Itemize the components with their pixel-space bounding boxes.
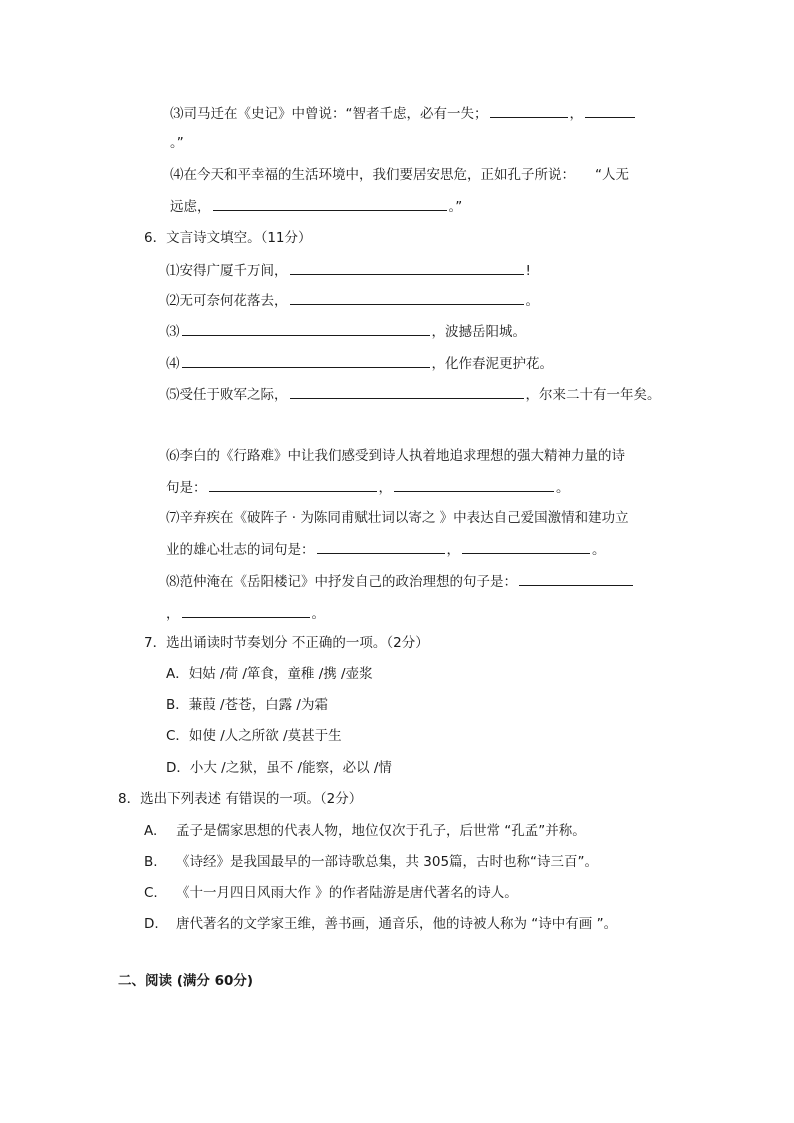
q6-item7-blank1[interactable]	[317, 539, 445, 554]
q6-item7-text: 业的雄心壮志的词句是：	[166, 542, 315, 558]
q6-item1-end: !	[525, 263, 531, 279]
q6-item5-end: ，尔来二十有一年矣。	[525, 387, 661, 403]
q6-item7-end: 。	[592, 542, 606, 558]
q6-item8-blank1[interactable]	[519, 571, 633, 586]
q6-item6-end: 。	[556, 480, 570, 496]
q6-item4-num: ⑷	[166, 356, 180, 372]
q8-option-d[interactable]	[144, 914, 617, 934]
q8-option-b[interactable]	[144, 852, 598, 872]
q5-item4-blank[interactable]	[213, 196, 447, 211]
q6-item6-line1: ⑹李白的《行路难》中让我们感受到诗人执着地追求理想的强大精神力量的诗	[166, 448, 625, 464]
q6-item3	[166, 321, 526, 342]
q5-item3-line1	[170, 103, 637, 124]
q5-item4-line2	[170, 196, 462, 217]
q6-item5-text: ⑸受任于败军之际，	[166, 387, 288, 403]
q6-item8-end: 。	[311, 606, 325, 622]
q5-item4-quote: “人无	[595, 167, 629, 183]
q5-item4-end: 。”	[448, 199, 463, 215]
q8-option-d-text: 唐代著名的文学家王维，善书画，通音乐，他的诗被人称为 “诗中有画 ”。	[176, 916, 618, 932]
q6-item1-text: ⑴安得广厦千万间，	[166, 263, 288, 279]
q6-item4-text: ，化作春泥更护花。	[431, 356, 553, 372]
q6-item8-sep: ，	[166, 606, 180, 622]
q8-option-a-letter: A.	[144, 823, 158, 839]
q6-item8-line2	[166, 603, 325, 624]
q6-item2-text: ⑵无可奈何花落去，	[166, 293, 288, 309]
q8-option-d-letter: D.	[144, 916, 159, 932]
q6-item7-sep: ，	[446, 542, 460, 558]
q8-option-c-text: 《十一月四日风雨大作 》的作者陆游是唐代著名的诗人。	[176, 885, 518, 901]
q8-option-b-letter: B.	[144, 854, 158, 870]
q8-option-c[interactable]	[144, 883, 518, 903]
q6-item3-text: ，波撼岳阳城。	[431, 324, 526, 340]
q6-item4-blank[interactable]	[182, 353, 430, 368]
q5-item3-blank2[interactable]	[585, 103, 635, 118]
q6-item7-blank2[interactable]	[462, 539, 590, 554]
q7-title: 7．选出诵读时节奏划分 不正确的一项。（2分）	[144, 635, 429, 651]
q6-item1	[166, 260, 531, 281]
q6-item8-blank2[interactable]	[182, 603, 310, 618]
q8-option-a-text: 孟子是儒家思想的代表人物，地位仅次于孔子，后世常 “孔孟”并称。	[176, 823, 586, 839]
q5-item4-text: ⑷在今天和平幸福的生活环境中，我们要居安思危，正如孔子所说：	[170, 167, 575, 183]
q6-item2-blank[interactable]	[290, 290, 524, 305]
q8-option-c-letter: C.	[144, 885, 158, 901]
q5-item4-text2: 远虑，	[170, 199, 211, 215]
q5-item3-text: ⑶司马迁在《史记》中曾说：“智者千虑，必有一失；	[170, 106, 488, 122]
q6-item6-blank1[interactable]	[209, 477, 377, 492]
q5-item4-line1	[170, 165, 629, 185]
q6-item6-sep: ，	[378, 480, 392, 496]
q7-option-d[interactable]: D．小大 /之狱，虽不 /能察，必以 /情	[166, 760, 392, 776]
q6-item5	[166, 384, 661, 405]
q8-option-b-text: 《诗经》是我国最早的一部诗歌总集，共 305篇，古时也称“诗三百”。	[176, 854, 599, 870]
q5-item3-line2	[170, 133, 184, 153]
q7-option-b[interactable]: B．蒹葭 /苍苍，白露 /为霜	[166, 697, 328, 713]
q7-option-c[interactable]: C．如使 /人之所欲 /莫甚于生	[166, 728, 342, 744]
q6-item7-line1: ⑺辛弃疾在《破阵子 · 为陈同甫赋壮词以寄之 》中表达自己爱国激情和建功立	[166, 510, 629, 526]
q6-item3-num: ⑶	[166, 324, 180, 340]
q5-item3-sep: ，	[569, 106, 583, 122]
q6-item8-line1	[166, 571, 635, 592]
q6-item2	[166, 290, 539, 311]
q6-item4	[166, 353, 553, 374]
q6-item7-line2	[166, 539, 606, 560]
q6-item6-blank2[interactable]	[394, 477, 554, 492]
q6-title: 6．文言诗文填空。（11分）	[144, 230, 312, 246]
q6-item1-blank[interactable]	[290, 260, 524, 275]
q6-item6-line2	[166, 477, 570, 498]
q6-item6-text: 句是：	[166, 480, 207, 496]
section2-heading: 二、阅读 (满分 60分)	[118, 973, 254, 989]
q6-item8-text: ⑻范仲淹在《岳阳楼记》中抒发自己的政治理想的句子是：	[166, 574, 517, 590]
q6-item5-blank[interactable]	[290, 384, 524, 399]
q6-item2-end: 。	[525, 293, 539, 309]
q6-item3-blank[interactable]	[182, 321, 430, 336]
q5-item3-blank1[interactable]	[490, 103, 568, 118]
q8-option-a[interactable]	[144, 821, 586, 841]
q7-option-a[interactable]: A．妇姑 /荷 /箪食，童稚 /携 /壶浆	[166, 666, 373, 682]
q8-title: 8．选出下列表述 有错误的一项。（2分）	[118, 791, 363, 807]
q5-item3-end: 。”	[170, 135, 184, 151]
